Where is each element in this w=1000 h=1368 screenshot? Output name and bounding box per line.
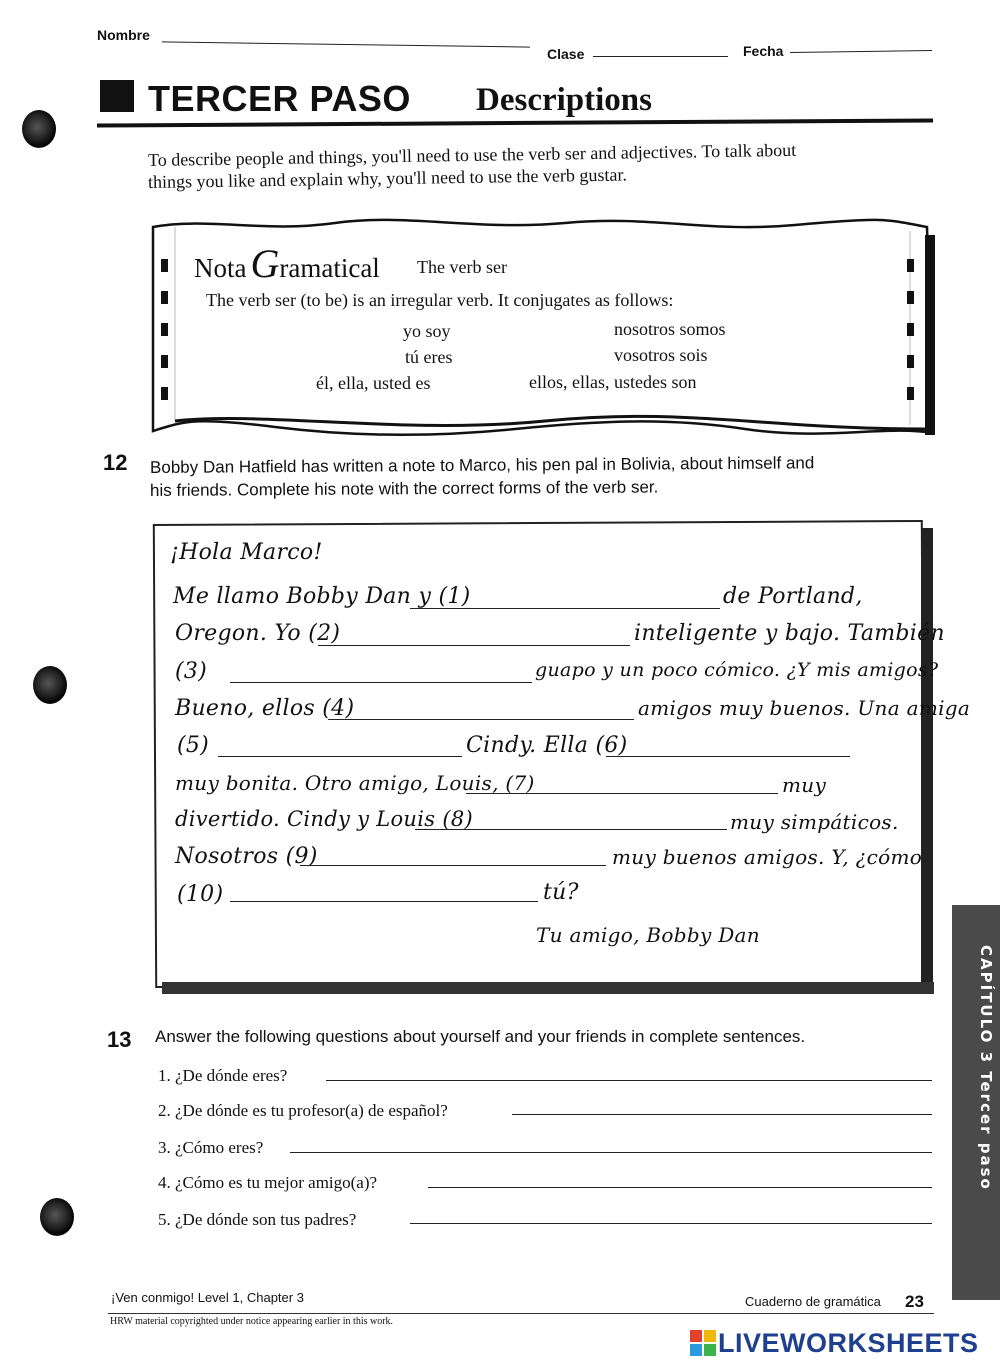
clase-field[interactable] (593, 56, 728, 57)
nota-marker-right-3 (907, 323, 914, 336)
exercise-12-instruction-1: Bobby Dan Hatfield has written a note to Marco, his pen pal in Bolivia, about himself and (149, 453, 815, 477)
letter-line-1-start: Me llamo Bobby Dan y (1) (173, 584, 471, 609)
nota-explanation: The verb ser (to be) is an irregular verb. It conjugates as follows: (206, 290, 674, 310)
answer-5-field[interactable] (410, 1223, 932, 1224)
letter-line-7-start: divertido. Cindy y Louis (8) (175, 807, 473, 831)
nota-marker-left-3 (161, 323, 168, 336)
nota-marker-left-2 (161, 291, 168, 304)
nota-marker-right-2 (907, 291, 914, 304)
letter-line-4-start: Bueno, ellos (4) (175, 696, 355, 721)
nombre-label: Nombre (97, 27, 150, 43)
liveworksheets-logo-icon (690, 1330, 716, 1356)
letter-line-9-start: (10) (177, 882, 224, 907)
letter-box-shadow-right (921, 528, 933, 990)
fecha-label: Fecha (743, 43, 784, 59)
liveworksheets-watermark: LIVEWORKSHEETS (718, 1328, 979, 1358)
blank-10[interactable] (230, 901, 538, 902)
footer-right: Cuaderno de gramática (745, 1294, 881, 1309)
letter-line-8-start: Nosotros (9) (175, 844, 318, 869)
letter-closing: Tu amigo, Bobby Dan (536, 923, 760, 947)
blank-5[interactable] (218, 756, 462, 757)
letter-line-6-start: muy bonita. Otro amigo, Louis, (7) (175, 771, 535, 795)
nota-marker-left-1 (161, 259, 168, 272)
letter-greeting: ¡Hola Marco! (170, 540, 323, 565)
question-1: 1. ¿De dónde eres? (158, 1066, 288, 1085)
page-number: 23 (905, 1292, 924, 1311)
letter-line-9-end: tú? (543, 880, 579, 905)
footer-rule (108, 1313, 934, 1314)
blank-2[interactable] (318, 645, 630, 646)
section-square-icon (100, 80, 134, 112)
conj-ellos: ellos, ellas, ustedes son (529, 372, 697, 392)
exercise-13-number: 13 (107, 1027, 132, 1052)
blank-4[interactable] (328, 719, 634, 720)
nota-marker-left-4 (161, 355, 168, 368)
chapter-sidebar-text: CAPÍTULO 3 Tercer paso (977, 945, 995, 1191)
section-title: TERCER PASO (148, 78, 411, 119)
footer-left: ¡Ven conmigo! Level 1, Chapter 3 (111, 1290, 304, 1305)
binder-hole-middle (33, 666, 67, 704)
letter-line-2-end: inteligente y bajo. También (634, 621, 945, 646)
letter-box-shadow-bottom (162, 982, 934, 994)
letter-line-1-end: de Portland, (723, 584, 863, 609)
intro-line-1: To describe people and things, you'll need to use the verb ser and adjectives. To talk about (147, 139, 797, 170)
letter-line-5-start: (5) (177, 733, 210, 758)
binder-hole-top (22, 110, 56, 148)
nota-title-rest: ramatical (279, 253, 380, 283)
copyright-notice: HRW material copyrighted under notice appearing earlier in this work. (110, 1316, 394, 1327)
blank-7[interactable] (466, 793, 778, 794)
letter-line-6-end: muy (782, 773, 827, 797)
clase-label: Clase (547, 46, 585, 62)
nota-title-g: G (250, 241, 280, 286)
conj-el: él, ella, usted es (316, 373, 431, 393)
nota-marker-right-1 (907, 259, 914, 272)
letter-line-5-mid: Cindy. Ella (6) (466, 733, 628, 758)
conj-vosotros: vosotros sois (614, 345, 708, 365)
section-subtitle: Descriptions (476, 82, 652, 118)
binder-hole-bottom (40, 1198, 74, 1236)
nota-marker-left-5 (161, 387, 168, 400)
question-4: 4. ¿Cómo es tu mejor amigo(a)? (158, 1173, 378, 1192)
conj-nosotros: nosotros somos (614, 319, 726, 339)
letter-line-3-end: guapo y un poco cómico. ¿Y mis amigos? (535, 659, 939, 681)
nota-title (194, 240, 380, 287)
nombre-field[interactable] (162, 41, 530, 47)
answer-2-field[interactable] (512, 1114, 932, 1115)
exercise-12-instruction-2: his friends. Complete his note with the correct forms of the verb ser. (149, 477, 659, 500)
question-5: 5. ¿De dónde son tus padres? (158, 1210, 357, 1229)
blank-9[interactable] (300, 865, 606, 866)
conj-tu: tú eres (405, 347, 453, 367)
answer-3-field[interactable] (290, 1152, 932, 1153)
blank-3[interactable] (230, 682, 532, 683)
exercise-13-instruction: Answer the following questions about yourself and your friends in complete sentences. (155, 1027, 806, 1046)
nota-title-nota: Nota (194, 253, 247, 283)
letter-line-2-start: Oregon. Yo (2) (175, 621, 341, 646)
letter-line-8-end: muy buenos amigos. Y, ¿cómo (612, 845, 923, 869)
answer-1-field[interactable] (326, 1080, 932, 1081)
letter-line-4-end: amigos muy buenos. Una amiga (638, 696, 971, 720)
letter-line-7-end: muy simpáticos. (730, 810, 899, 834)
fecha-field[interactable] (790, 50, 932, 53)
intro-line-2: things you like and explain why, you'll need to use the verb gustar. (147, 164, 628, 192)
blank-8[interactable] (415, 829, 727, 830)
blank-6[interactable] (606, 756, 850, 757)
nota-marker-right-5 (907, 387, 914, 400)
answer-4-field[interactable] (428, 1187, 932, 1188)
question-3: 3. ¿Cómo eres? (158, 1138, 264, 1157)
question-2: 2. ¿De dónde es tu profesor(a) de español? (158, 1101, 448, 1120)
letter-line-3-start: (3) (175, 659, 208, 684)
blank-1[interactable] (410, 608, 720, 609)
exercise-12-number: 12 (103, 450, 128, 475)
nota-marker-right-4 (907, 355, 914, 368)
nota-subtitle: The verb ser (417, 257, 507, 277)
conj-yo: yo soy (403, 321, 451, 341)
